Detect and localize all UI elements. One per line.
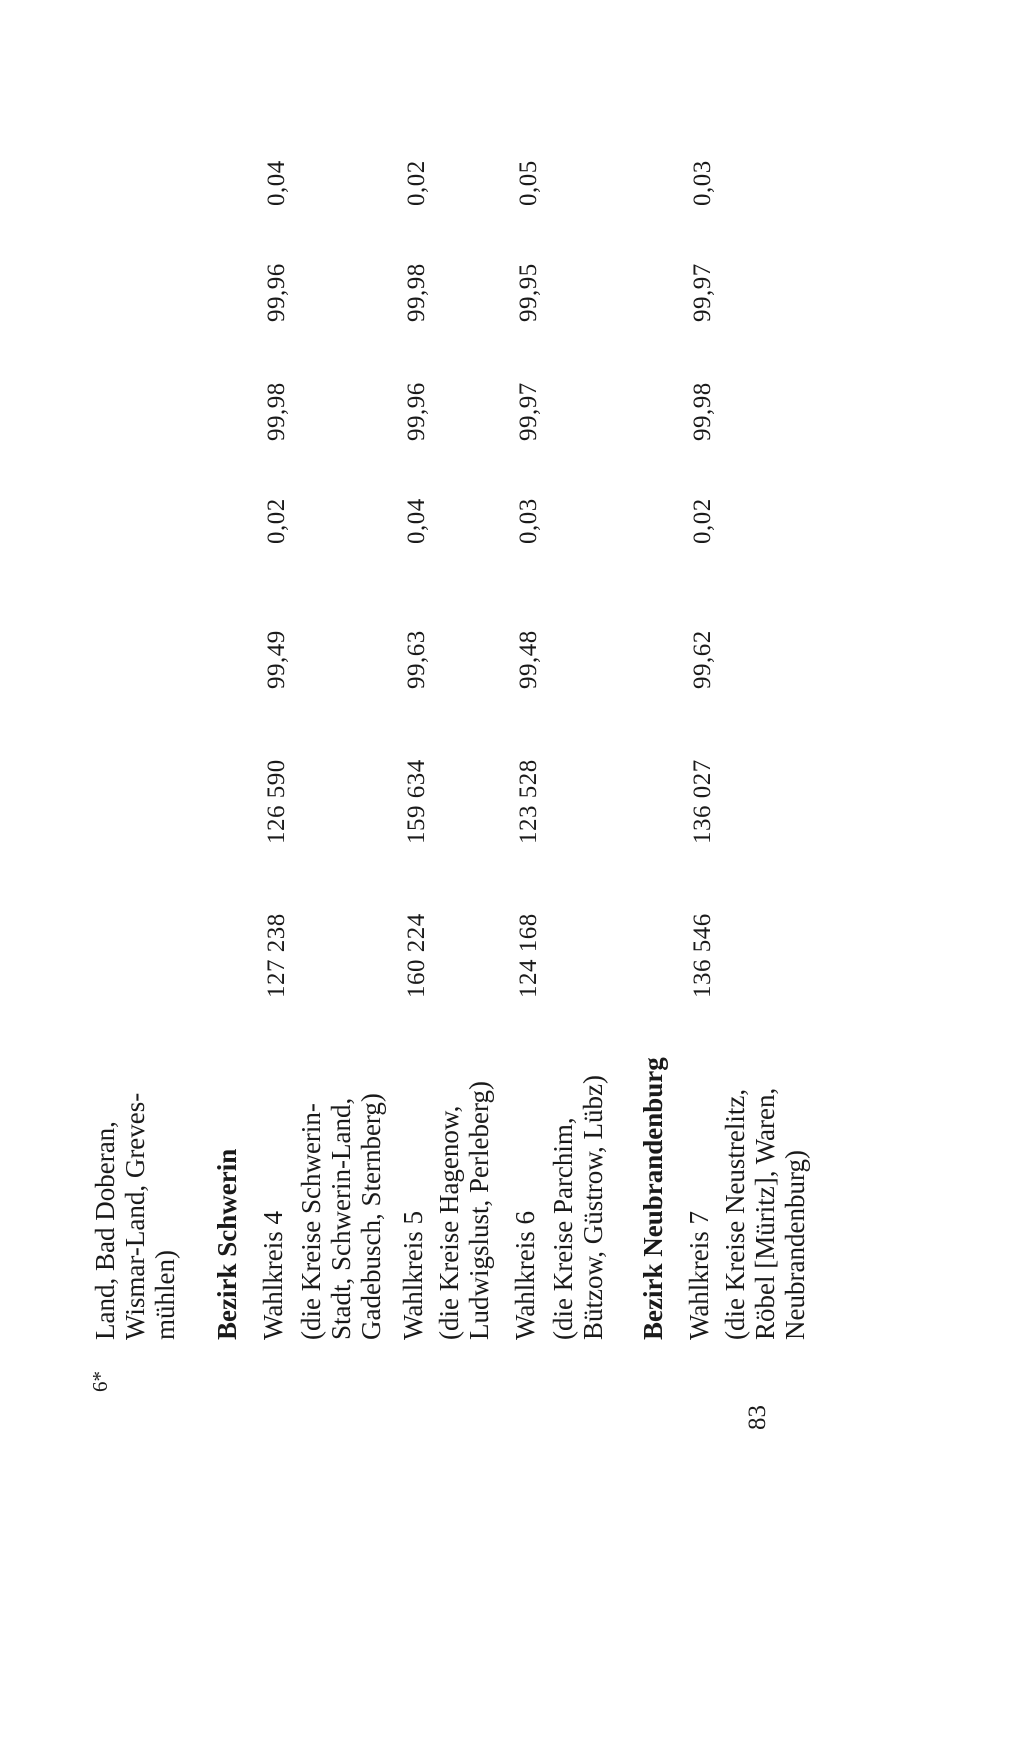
section-heading: Bezirk Schwerin	[212, 1148, 242, 1340]
cell-value: 0,03	[689, 160, 716, 206]
cell-value: 126 590	[263, 759, 290, 844]
row-desc-line: (die Kreise Hagenow,	[434, 1105, 464, 1340]
cell-value: 0,02	[263, 498, 290, 544]
cell-value: 160 224	[403, 913, 430, 998]
signature-mark: 6*	[88, 1371, 112, 1392]
row-desc-line: Ludwigslust, Perleberg)	[464, 1081, 494, 1340]
row-desc-line: Neubrandenburg)	[780, 1150, 810, 1340]
row-desc-line: (die Kreise Schwerin-	[296, 1103, 326, 1340]
cell-value: 127 238	[263, 913, 290, 998]
intro-line: Land, Bad Doberan,	[90, 1121, 120, 1340]
cell-value: 0,03	[515, 498, 542, 544]
section-heading: Bezirk Neubrandenburg	[638, 1057, 668, 1340]
row-name: Wahlkreis 7	[684, 1210, 714, 1340]
row-name: Wahlkreis 6	[510, 1210, 540, 1340]
cell-value: 99,49	[263, 630, 290, 689]
cell-value: 99,62	[689, 630, 716, 689]
cell-value: 159 634	[403, 759, 430, 844]
cell-value: 99,48	[515, 630, 542, 689]
row-name: Wahlkreis 5	[398, 1210, 428, 1340]
cell-value: 136 546	[689, 913, 716, 998]
row-desc-line: Röbel [Müritz], Waren,	[750, 1087, 780, 1340]
cell-value: 0,02	[403, 160, 430, 206]
cell-value: 0,04	[263, 160, 290, 206]
row-desc-line: Bützow, Güstrow, Lübz)	[578, 1075, 608, 1340]
row-desc-line: Stadt, Schwerin-Land,	[326, 1097, 356, 1340]
row-desc-line: (die Kreise Neustrelitz,	[720, 1088, 750, 1340]
intro-line: Wismar-Land, Greves-	[120, 1092, 150, 1340]
page-number: 83	[744, 1405, 771, 1430]
cell-value: 99,96	[403, 382, 430, 441]
cell-value: 99,96	[263, 263, 290, 322]
row-name: Wahlkreis 4	[258, 1210, 288, 1340]
cell-value: 124 168	[515, 913, 542, 998]
cell-value: 136 027	[689, 759, 716, 844]
intro-line: mühlen)	[150, 1250, 180, 1340]
cell-value: 99,98	[689, 382, 716, 441]
cell-value: 0,05	[515, 160, 542, 206]
cell-value: 0,02	[689, 498, 716, 544]
cell-value: 99,98	[403, 263, 430, 322]
cell-value: 99,97	[689, 263, 716, 322]
cell-value: 99,97	[515, 382, 542, 441]
cell-value: 99,63	[403, 630, 430, 689]
cell-value: 123 528	[515, 759, 542, 844]
row-desc-line: (die Kreise Parchim,	[548, 1117, 578, 1340]
row-desc-line: Gadebusch, Sternberg)	[356, 1093, 386, 1340]
cell-value: 99,95	[515, 263, 542, 322]
cell-value: 0,04	[403, 498, 430, 544]
cell-value: 99,98	[263, 382, 290, 441]
